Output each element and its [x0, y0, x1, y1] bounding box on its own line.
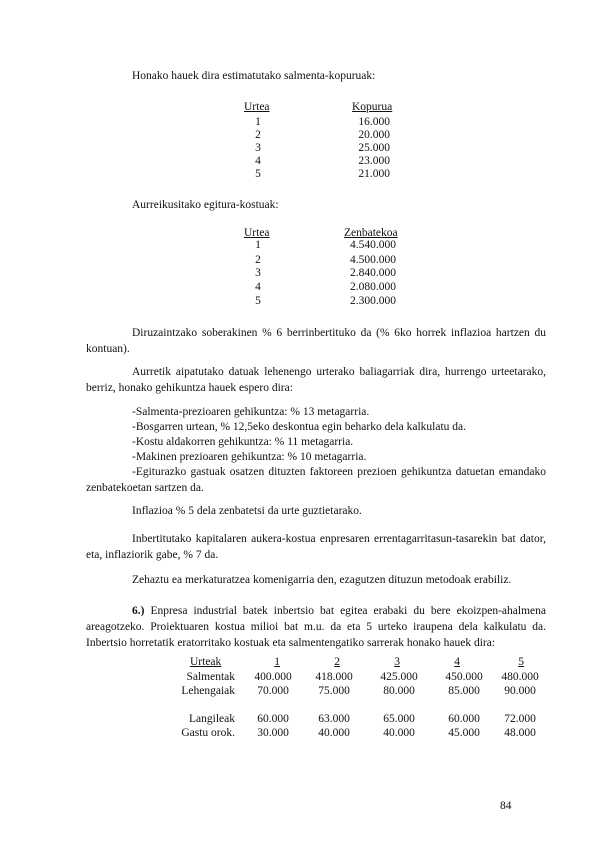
exercise-6-text [86, 603, 546, 651]
costs-amount: 2.840.000 [350, 267, 396, 279]
table6-cell: 90.000 [504, 685, 536, 697]
sales-header-amount: Kopurua [352, 101, 393, 113]
sales-amount: 21.000 [358, 168, 390, 180]
table6-year: 1 [274, 656, 280, 668]
sales-amount: 25.000 [358, 142, 390, 154]
table6-row-label: Langileak [189, 713, 235, 725]
bullet-item-long [86, 464, 546, 496]
costs-year: 1 [255, 239, 261, 251]
table6-cell: 418.000 [315, 671, 353, 683]
table6-cell: 85.000 [448, 685, 480, 697]
sales-amount: 23.000 [358, 155, 390, 167]
costs-year: 4 [255, 281, 261, 293]
table6-year: 4 [454, 656, 460, 668]
sales-year: 4 [255, 155, 261, 167]
costs-year: 5 [255, 295, 261, 307]
table6-cell: 450.000 [445, 671, 483, 683]
table6-cell: 30.000 [257, 727, 289, 739]
paragraph-reinvest-text: Diruzaintzako soberakinen % 6 berrinbertituko da (% 6ko horrek inflazioa hartzen du kontuan). [86, 327, 546, 355]
costs-amount: 2.300.000 [350, 295, 396, 307]
table6-header-label: Urteak [190, 656, 222, 668]
table6-cell: 40.000 [383, 727, 415, 739]
paragraph-inflation: Inflazioa % 5 dela zenbatetsi da urte guztietarako. [132, 505, 362, 517]
bullet-item: -Salmenta-prezioaren gehikuntza: % 13 metagarria. [132, 406, 370, 418]
sales-year: 5 [255, 168, 261, 180]
table6-cell: 48.000 [504, 727, 536, 739]
paragraph-data [86, 364, 546, 396]
sales-year: 2 [255, 129, 261, 141]
sales-year: 1 [255, 116, 261, 128]
costs-amount: 4.540.000 [350, 239, 396, 251]
paragraph-question: Zehaztu ea merkaturatzea komenigarria den, ezagutzen dituzun metodoak erabiliz. [132, 574, 512, 586]
sales-year: 3 [255, 142, 261, 154]
table6-row-label: Gastu orok. [181, 727, 235, 739]
bullet-item-long-text: -Egiturazko gastuak osatzen dituzten faktoreen prezioen gehikuntza datuetan emandako zenbatekoetan sartzen da. [86, 466, 546, 494]
exercise-6 [86, 603, 546, 651]
table6-cell: 60.000 [257, 713, 289, 725]
intro-sales: Honako hauek dira estimatutako salmenta-kopuruak: [132, 70, 376, 82]
paragraph-capital [86, 531, 546, 563]
page-number: 84 [500, 800, 512, 812]
costs-header-amount: Zenbatekoa [344, 227, 398, 239]
sales-amount: 20.000 [358, 129, 390, 141]
table6-cell: 65.000 [383, 713, 415, 725]
table6-cell: 75.000 [318, 685, 350, 697]
paragraph-reinvest [86, 325, 546, 357]
costs-year: 3 [255, 267, 261, 279]
table6-cell: 60.000 [448, 713, 480, 725]
table6-year: 2 [334, 656, 340, 668]
costs-amount: 2.080.000 [350, 281, 396, 293]
costs-amount: 4.500.000 [350, 254, 396, 266]
exercise-6-number: 6.) [132, 605, 145, 617]
paragraph-data-text: Aurretik aipatutako datuak lehenengo urterako baliagarriak dira, hurrengo urteetarako, berriz, honako gehikuntza hauek espero dira: [86, 366, 546, 394]
bullet-item: -Bosgarren urtean, % 12,5eko deskontua egin beharko dela kalkulatu da. [132, 421, 467, 433]
table6-cell: 40.000 [318, 727, 350, 739]
costs-header-year: Urtea [244, 227, 270, 239]
table6-year: 3 [394, 656, 400, 668]
table6-row-label: Lehengaiak [181, 685, 235, 697]
table6-year: 5 [518, 656, 524, 668]
exercise-6-body: Enpresa industrial batek inbertsio bat egitea erabaki du bere ekoizpen-ahalmena areagotzeko. Proiektuaren kostua milioi bat m.u. da eta 5 urteko iraupena dela kalkulatu da. Inbertsio horretatik eratorritako kostuak eta salmentengatiko sarrerak honako hauek dira: [86, 605, 546, 649]
table6-cell: 63.000 [318, 713, 350, 725]
table6-cell: 400.000 [254, 671, 292, 683]
table6-cell: 480.000 [501, 671, 539, 683]
costs-year: 2 [255, 254, 261, 266]
intro-costs: Aurreikusitako egitura-kostuak: [132, 199, 279, 211]
table6-cell: 72.000 [504, 713, 536, 725]
table6-cell: 45.000 [448, 727, 480, 739]
bullet-item: -Makinen prezioaren gehikuntza: % 10 metagarria. [132, 451, 367, 463]
table6-cell: 80.000 [383, 685, 415, 697]
table6-cell: 70.000 [257, 685, 289, 697]
sales-amount: 16.000 [358, 116, 390, 128]
bullet-item: -Kostu aldakorren gehikuntza: % 11 metagarria. [132, 436, 354, 448]
table6-cell: 425.000 [380, 671, 418, 683]
sales-header-year: Urtea [244, 101, 270, 113]
paragraph-capital-text: Inbertitutako kapitalaren aukera-kostua enpresaren errentagarritasun-tasarekin bat dator, eta, inflaziorik gabe, % 7 da. [86, 533, 546, 561]
table6-row-label: Salmentak [186, 671, 235, 683]
